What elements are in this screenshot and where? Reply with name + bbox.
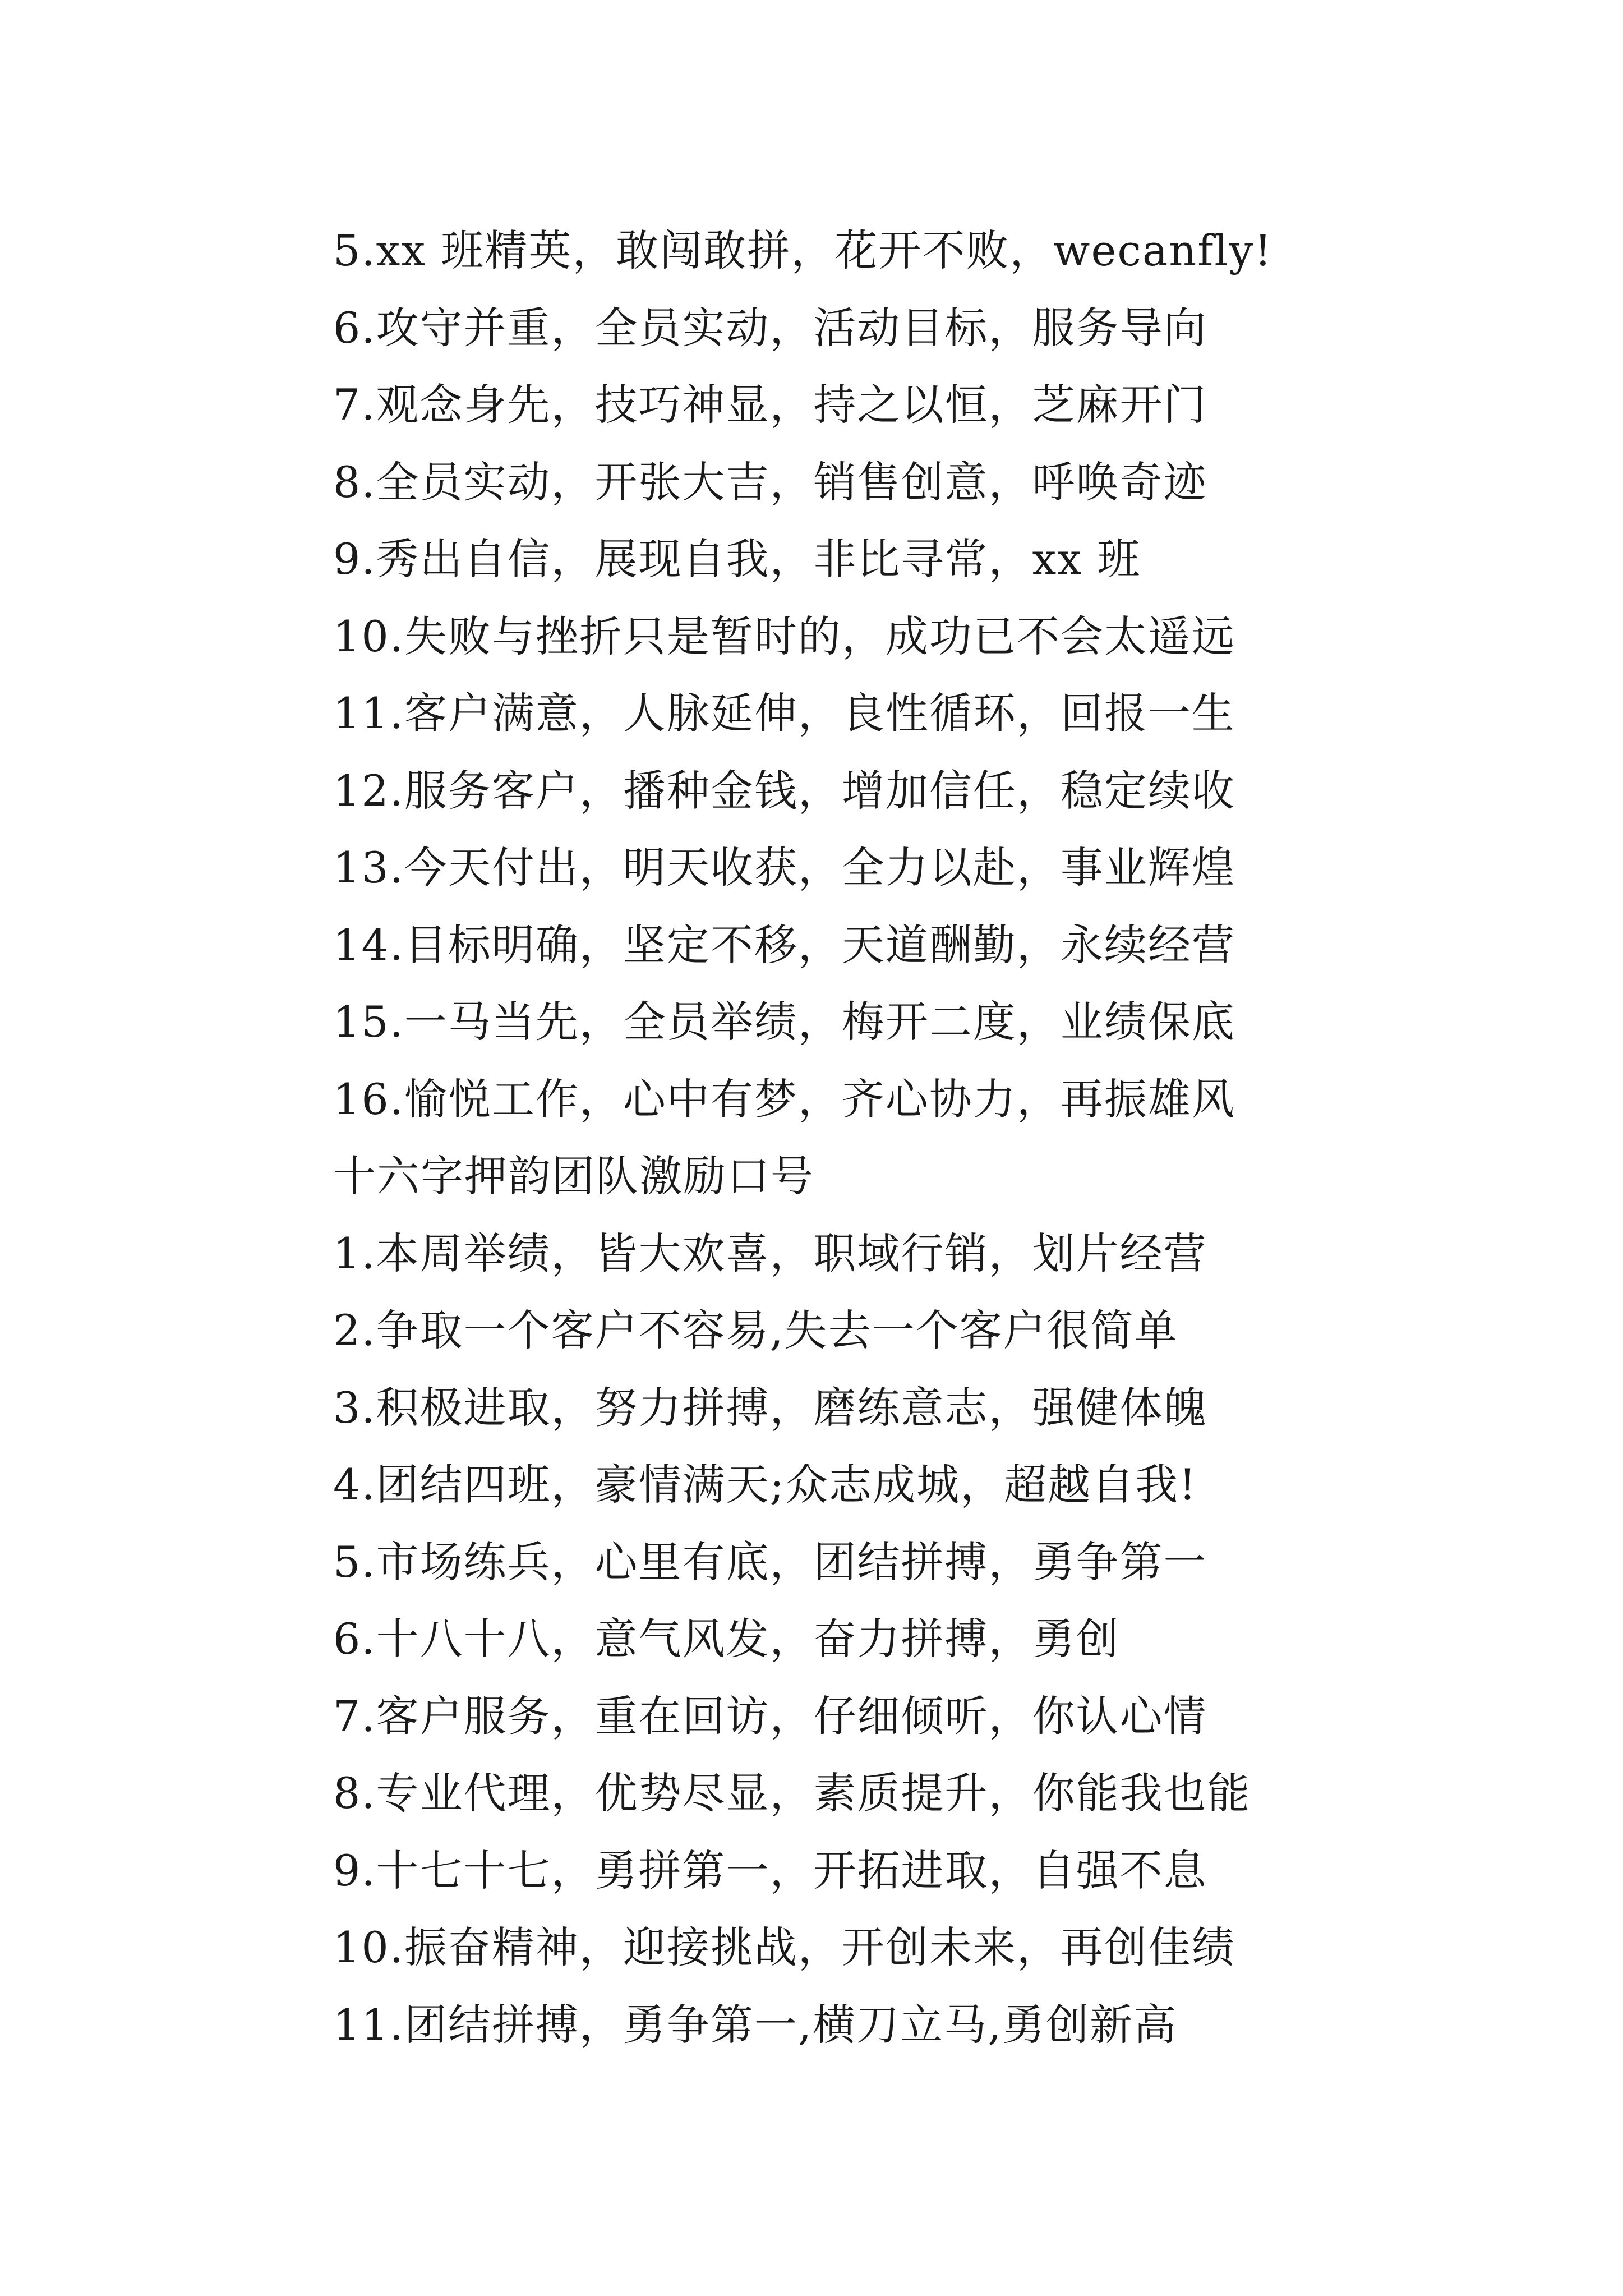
text-line: 7.观念身先，技巧神显，持之以恒，芝麻开门 [333, 380, 1207, 430]
text-line: 6.十八十八，意气风发，奋力拼搏，勇创 [333, 1614, 1120, 1664]
text-line: 11.团结拼搏，勇争第一,横刀立马,勇创新高 [333, 1999, 1178, 2050]
text-line: 2.争取一个客户不容易,失去一个客户很简单 [333, 1305, 1178, 1355]
text-line: 14.目标明确，坚定不移，天道酬勤，永续经营 [333, 919, 1235, 970]
document-body [333, 212, 1455, 2063]
text-line: 9.十七十七，勇拼第一，开拓进取，自强不息 [333, 1845, 1207, 1895]
text-line: 11.客户满意，人脉延伸，良性循环，回报一生 [333, 688, 1235, 738]
section-heading: 十六字押韵团队激励口号 [333, 1151, 814, 1201]
text-line: 5.市场练兵，心里有底，团结拼搏，勇争第一 [333, 1536, 1207, 1587]
text-line: 10.失败与挫折只是暂时的，成功已不会太遥远 [333, 611, 1235, 661]
text-line: 13.今天付出，明天收获，全力以赴，事业辉煌 [333, 843, 1235, 892]
text-line: 9.秀出自信，展现自我，非比寻常，xx 班 [333, 534, 1141, 584]
text-line: 4.团结四班，豪情满天;众志成城，超越自我! [333, 1460, 1197, 1510]
text-line: 6.攻守并重，全员实动，活动目标，服务导向 [333, 302, 1207, 353]
text-line: 1.本周举绩，皆大欢喜，职域行销，划片经营 [333, 1228, 1207, 1278]
text-line: 7.客户服务，重在回访，仔细倾听，你认心情 [333, 1691, 1207, 1741]
text-line: 16.愉悦工作，心中有梦，齐心协力，再振雄风 [333, 1074, 1235, 1124]
text-line: 12.服务客户，播种金钱，增加信任，稳定续收 [333, 765, 1235, 816]
text-line: 5.xx 班精英，敢闯敢拼，花开不败，wecanfly! [333, 226, 1273, 275]
text-line: 8.专业代理，优势尽显，素质提升，你能我也能 [333, 1768, 1251, 1818]
text-line: 10.振奋精神，迎接挑战，开创未来，再创佳绩 [333, 1922, 1235, 1972]
text-line: 15.一马当先，全员举绩，梅开二度，业绩保底 [333, 997, 1235, 1047]
text-line: 8.全员实动，开张大吉，销售创意，呼唤奇迹 [333, 457, 1207, 507]
text-line: 3.积极进取，努力拼搏，磨练意志，强健体魄 [333, 1382, 1207, 1433]
